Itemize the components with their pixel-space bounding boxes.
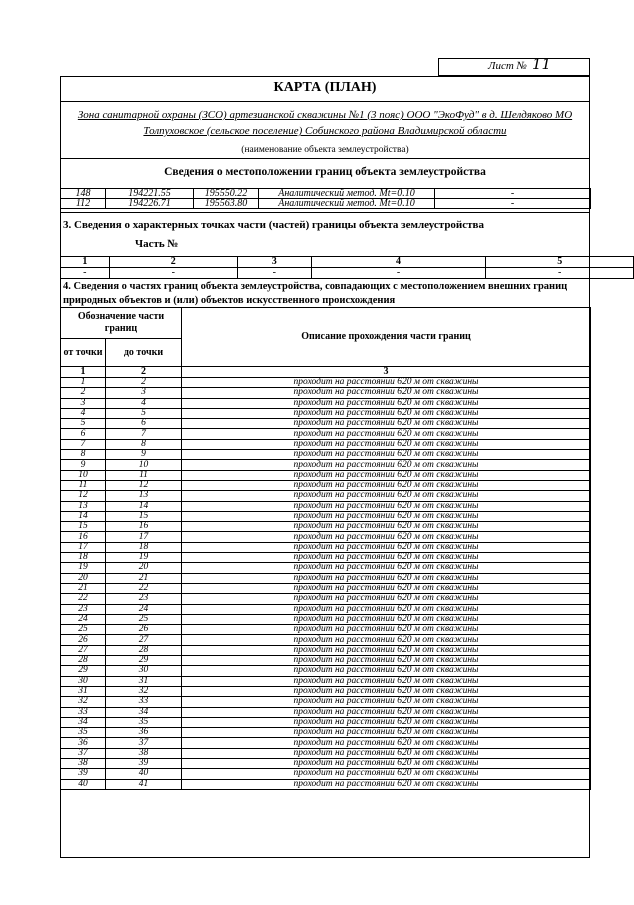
boundary-description: проходит на расстоянии 620 м от скважины <box>182 542 591 552</box>
table-row <box>61 604 591 614</box>
boundary-description: проходит на расстоянии 620 м от скважины <box>182 398 591 408</box>
header-from-point: от точки <box>61 339 106 367</box>
boundary-description: проходит на расстоянии 620 м от скважины <box>182 460 591 470</box>
boundary-description: проходит на расстоянии 620 м от скважины <box>182 656 591 666</box>
from-point: 30 <box>61 676 106 686</box>
divider <box>60 158 590 159</box>
col-number-2: 2 <box>106 367 182 378</box>
from-point: 37 <box>61 748 106 758</box>
boundary-description: проходит на расстоянии 620 м от скважины <box>182 563 591 573</box>
from-point: 20 <box>61 573 106 583</box>
from-point: 34 <box>61 717 106 727</box>
to-point: 5 <box>106 408 182 418</box>
to-point: 12 <box>106 480 182 490</box>
boundary-description: проходит на расстоянии 620 м от скважины <box>182 470 591 480</box>
section3-table <box>60 256 634 279</box>
to-point: 16 <box>106 522 182 532</box>
from-point: 28 <box>61 656 106 666</box>
table-row <box>61 501 591 511</box>
boundary-description: проходит на расстоянии 620 м от скважины <box>182 439 591 449</box>
s3-c2: - <box>109 268 237 279</box>
boundary-description: проходит на расстоянии 620 м от скважины <box>182 738 591 748</box>
to-point: 36 <box>106 728 182 738</box>
coord-cell: Аналитический метод. Mt=0.10 <box>259 199 435 209</box>
coord-cell: 194226.71 <box>106 199 194 209</box>
boundary-description: проходит на расстоянии 620 м от скважины <box>182 522 591 532</box>
from-point: 21 <box>61 583 106 593</box>
from-point: 22 <box>61 594 106 604</box>
boundary-description: проходит на расстоянии 620 м от скважины <box>182 594 591 604</box>
to-point: 20 <box>106 563 182 573</box>
col-number-3: 3 <box>182 367 591 378</box>
boundary-description: проходит на расстоянии 620 м от скважины <box>182 625 591 635</box>
to-point: 14 <box>106 501 182 511</box>
to-point: 24 <box>106 604 182 614</box>
to-point: 4 <box>106 398 182 408</box>
to-point: 15 <box>106 511 182 521</box>
s3-h2: 2 <box>109 257 237 268</box>
to-point: 33 <box>106 697 182 707</box>
to-point: 18 <box>106 542 182 552</box>
boundary-description: проходит на расстоянии 620 м от скважины <box>182 501 591 511</box>
to-point: 17 <box>106 532 182 542</box>
s3-c5: - <box>486 268 634 279</box>
from-point: 17 <box>61 542 106 552</box>
from-point: 11 <box>61 480 106 490</box>
boundary-description: проходит на расстоянии 620 м от скважины <box>182 728 591 738</box>
from-point: 24 <box>61 614 106 624</box>
to-point: 27 <box>106 635 182 645</box>
to-point: 38 <box>106 748 182 758</box>
from-point: 29 <box>61 666 106 676</box>
boundary-description: проходит на расстоянии 620 м от скважины <box>182 408 591 418</box>
from-point: 8 <box>61 450 106 460</box>
object-caption: (наименование объекта землеустройства) <box>241 145 409 155</box>
table-row <box>61 429 591 439</box>
table-row <box>61 532 591 542</box>
to-point: 31 <box>106 676 182 686</box>
table-row <box>61 728 591 738</box>
to-point: 2 <box>106 378 182 388</box>
table-row <box>61 697 591 707</box>
to-point: 40 <box>106 769 182 779</box>
table-row <box>61 542 591 552</box>
to-point: 10 <box>106 460 182 470</box>
to-point: 21 <box>106 573 182 583</box>
to-point: 19 <box>106 553 182 563</box>
boundary-description: проходит на расстоянии 620 м от скважины <box>182 573 591 583</box>
section3-data-row <box>61 268 634 279</box>
boundary-description: проходит на расстоянии 620 м от скважины <box>182 419 591 429</box>
boundary-description: проходит на расстоянии 620 м от скважины <box>182 748 591 758</box>
from-point: 35 <box>61 728 106 738</box>
boundary-description: проходит на расстоянии 620 м от скважины <box>182 717 591 727</box>
to-point: 8 <box>106 439 182 449</box>
boundary-description: проходит на расстоянии 620 м от скважины <box>182 769 591 779</box>
table-row <box>61 645 591 655</box>
coord-cell: 194221.55 <box>106 189 194 199</box>
to-point: 32 <box>106 686 182 696</box>
from-point: 5 <box>61 419 106 429</box>
table-row <box>61 625 591 635</box>
boundary-description: проходит на расстоянии 620 м от скважины <box>182 676 591 686</box>
from-point: 7 <box>61 439 106 449</box>
table-row <box>61 470 591 480</box>
part-number-label: Часть № <box>135 238 179 250</box>
coord-cell: 195563.80 <box>194 199 259 209</box>
coord-cell: 148 <box>61 189 106 199</box>
table-row <box>61 779 591 789</box>
to-point: 37 <box>106 738 182 748</box>
from-point: 12 <box>61 491 106 501</box>
boundary-description: проходит на расстоянии 620 м от скважины <box>182 758 591 768</box>
s3-c4: - <box>311 268 486 279</box>
boundary-description: проходит на расстоянии 620 м от скважины <box>182 779 591 789</box>
table-row <box>61 460 591 470</box>
table-row <box>61 522 591 532</box>
table-row <box>61 398 591 408</box>
boundary-description: проходит на расстоянии 620 м от скважины <box>182 480 591 490</box>
from-point: 38 <box>61 758 106 768</box>
from-point: 16 <box>61 532 106 542</box>
from-point: 13 <box>61 501 106 511</box>
from-point: 6 <box>61 429 106 439</box>
to-point: 35 <box>106 717 182 727</box>
from-point: 36 <box>61 738 106 748</box>
boundary-description: проходит на расстоянии 620 м от скважины <box>182 378 591 388</box>
header-designation: Обозначение части границ <box>61 308 182 339</box>
table-row <box>61 707 591 717</box>
from-point: 18 <box>61 553 106 563</box>
coord-row <box>61 189 591 199</box>
to-point: 25 <box>106 614 182 624</box>
table-row <box>61 594 591 604</box>
to-point: 30 <box>106 666 182 676</box>
boundary-description: проходит на расстоянии 620 м от скважины <box>182 429 591 439</box>
to-point: 23 <box>106 594 182 604</box>
table-row <box>61 573 591 583</box>
table-row <box>61 769 591 779</box>
from-point: 31 <box>61 686 106 696</box>
to-point: 9 <box>106 450 182 460</box>
coord-cell: - <box>435 199 591 209</box>
boundary-description: проходит на расстоянии 620 м от скважины <box>182 614 591 624</box>
to-point: 3 <box>106 388 182 398</box>
coord-cell: - <box>435 189 591 199</box>
to-point: 39 <box>106 758 182 768</box>
boundary-description: проходит на расстоянии 620 м от скважины <box>182 511 591 521</box>
to-point: 11 <box>106 470 182 480</box>
from-point: 3 <box>61 398 106 408</box>
coord-row <box>61 199 591 209</box>
table-row <box>61 563 591 573</box>
table-row <box>61 738 591 748</box>
s3-h3: 3 <box>237 257 311 268</box>
from-point: 26 <box>61 635 106 645</box>
to-point: 22 <box>106 583 182 593</box>
sheet-label: Лист № <box>488 60 527 72</box>
boundary-description: проходит на расстоянии 620 м от скважины <box>182 491 591 501</box>
from-point: 32 <box>61 697 106 707</box>
boundary-description: проходит на расстоянии 620 м от скважины <box>182 686 591 696</box>
divider <box>60 101 590 102</box>
section-location-title: Сведения о местоположении границ объекта землеустройства <box>164 166 486 178</box>
s3-h4: 4 <box>311 257 486 268</box>
section3-header-row <box>61 257 634 268</box>
boundary-description: проходит на расстоянии 620 м от скважины <box>182 388 591 398</box>
col-number-1: 1 <box>61 367 106 378</box>
from-point: 15 <box>61 522 106 532</box>
to-point: 29 <box>106 656 182 666</box>
from-point: 2 <box>61 388 106 398</box>
section4-title: 4. Сведения о частях границ объекта землеустройства, совпадающих с местоположением внешних границ природных объектов и (или) объектов искусственного происхождения <box>63 281 568 306</box>
section4-table <box>60 307 591 790</box>
coordinates-table <box>60 188 591 209</box>
sheet-number: 11 <box>532 55 552 73</box>
table-row <box>61 450 591 460</box>
boundary-description: проходит на расстоянии 620 м от скважины <box>182 553 591 563</box>
boundary-description: проходит на расстоянии 620 м от скважины <box>182 666 591 676</box>
from-point: 27 <box>61 645 106 655</box>
to-point: 6 <box>106 419 182 429</box>
header-to-point: до точки <box>106 339 182 367</box>
to-point: 34 <box>106 707 182 717</box>
from-point: 25 <box>61 625 106 635</box>
page-title: КАРТА (ПЛАН) <box>273 80 377 95</box>
table-row <box>61 666 591 676</box>
s3-h5: 5 <box>486 257 634 268</box>
object-name: Зона санитарной охраны (ЗСО) артезианской скважины №1 (3 пояс) ООО "ЭкоФуд" в д. Шелдяково МО Толпуховское (сельское поселение) Собинского района Владимирской области <box>77 109 573 137</box>
from-point: 14 <box>61 511 106 521</box>
from-point: 40 <box>61 779 106 789</box>
boundary-description: проходит на расстоянии 620 м от скважины <box>182 645 591 655</box>
s3-c3: - <box>237 268 311 279</box>
boundary-description: проходит на расстоянии 620 м от скважины <box>182 635 591 645</box>
table-row <box>61 748 591 758</box>
from-point: 10 <box>61 470 106 480</box>
section3-title: 3. Сведения о характерных точках части (частей) границы объекта землеустройства <box>63 219 484 231</box>
coord-cell: Аналитический метод. Mt=0.10 <box>259 189 435 199</box>
boundary-description: проходит на расстоянии 620 м от скважины <box>182 604 591 614</box>
to-point: 41 <box>106 779 182 789</box>
header-description: Описание прохождения части границ <box>182 308 591 367</box>
s3-h1: 1 <box>61 257 110 268</box>
boundary-description: проходит на расстоянии 620 м от скважины <box>182 707 591 717</box>
to-point: 7 <box>106 429 182 439</box>
table-row <box>61 676 591 686</box>
coord-cell: 112 <box>61 199 106 209</box>
from-point: 9 <box>61 460 106 470</box>
boundary-description: проходит на расстоянии 620 м от скважины <box>182 697 591 707</box>
s3-c1: - <box>61 268 110 279</box>
table-row <box>61 388 591 398</box>
from-point: 39 <box>61 769 106 779</box>
boundary-description: проходит на расстоянии 620 м от скважины <box>182 532 591 542</box>
to-point: 26 <box>106 625 182 635</box>
from-point: 19 <box>61 563 106 573</box>
table-row <box>61 635 591 645</box>
from-point: 23 <box>61 604 106 614</box>
from-point: 33 <box>61 707 106 717</box>
coord-cell: 195550.22 <box>194 189 259 199</box>
table-row <box>61 491 591 501</box>
to-point: 28 <box>106 645 182 655</box>
to-point: 13 <box>106 491 182 501</box>
from-point: 1 <box>61 378 106 388</box>
from-point: 4 <box>61 408 106 418</box>
boundary-description: проходит на расстоянии 620 м от скважины <box>182 583 591 593</box>
divider <box>60 212 590 213</box>
boundary-description: проходит на расстоянии 620 м от скважины <box>182 450 591 460</box>
table-row <box>61 419 591 429</box>
